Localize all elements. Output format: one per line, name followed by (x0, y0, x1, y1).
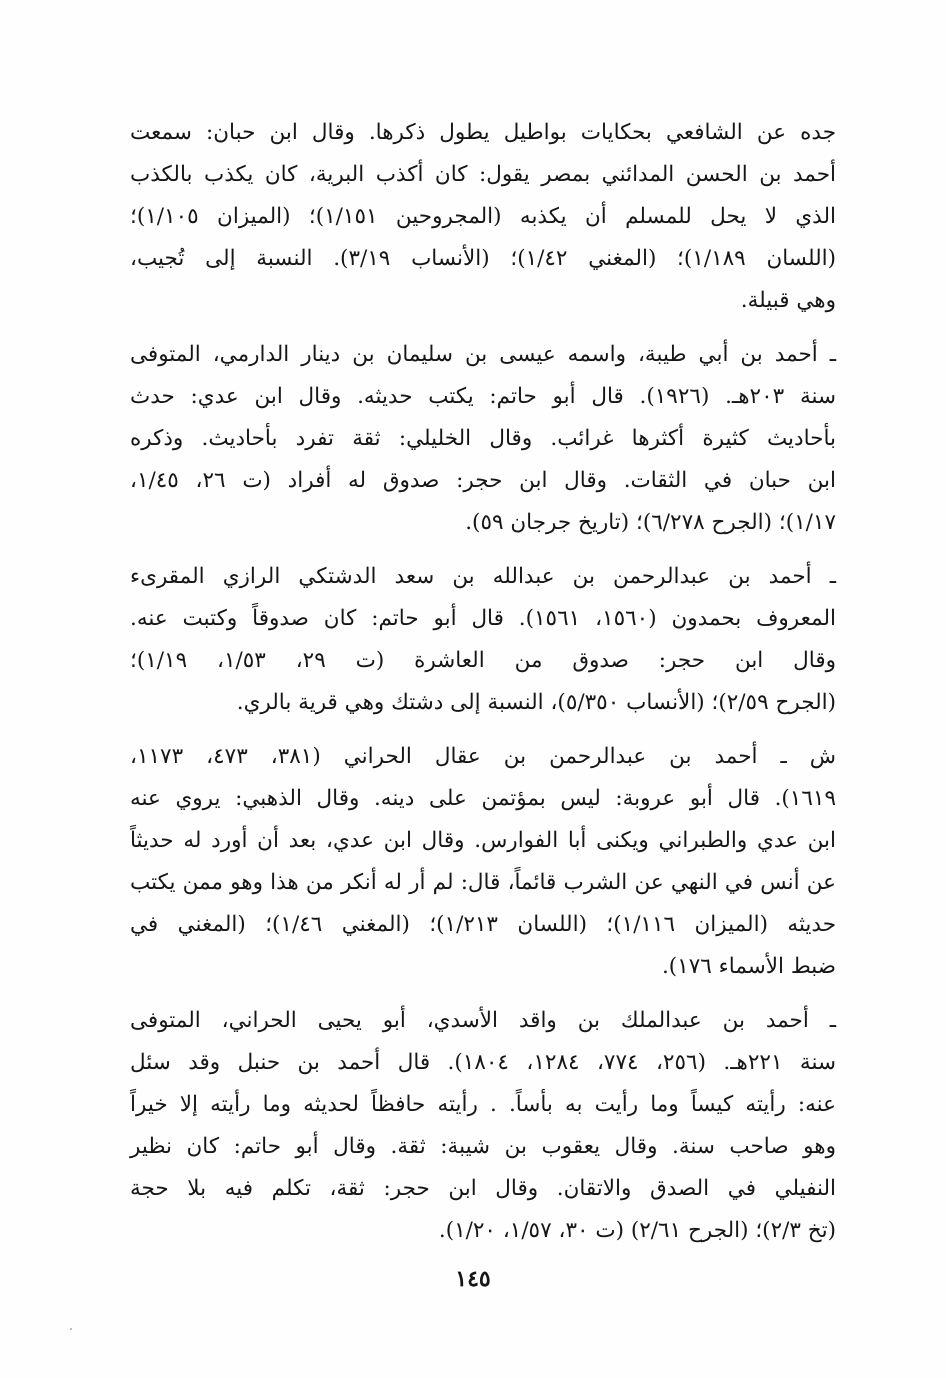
text-line: سنة ٢٠٣هـ. (١٩٢٦). قال أبو حاتم: يكتب حديثه. وقال ابن عدي: حدث (130, 384, 836, 409)
text-line: النفيلي في الصدق والاتقان. وقال ابن حجر: ثقة، تكلم فيه بلا حجة (130, 1176, 836, 1201)
text-line: عنه: رأيته كيساً وما رأيت به بأساً. . رأيته حافظاً لحديثه وما رأيته إلا خيراً (130, 1092, 836, 1117)
text-line: (اللسان ١/١٨٩)؛ (المغني ١/٤٢)؛ (الأنساب ٣/١٩). النسبة إلى تُجيب، (130, 246, 836, 271)
text-line: ش ـ أحمد بن عبدالرحمن بن عقال الحراني (٣٨١، ٤٧٣، ١١٧٣، (130, 744, 836, 769)
text-line: وقال ابن حجر: صدوق من العاشرة (ت ٢٩، ١/٥٣، ١/١٩)؛ (130, 648, 836, 673)
paragraph (130, 556, 836, 724)
page-body-text (130, 112, 836, 1264)
page-number: ١٤٥ (455, 1266, 491, 1292)
text-line: ابن حبان في الثقات. وقال ابن حجر: صدوق له أفراد (ت ٢٦، ١/٤٥، (130, 468, 836, 493)
text-line: أحمد بن الحسن المدائني بمصر يقول: كان أكذب البرية، كان يكذب بالكذب (130, 162, 836, 187)
text-line: المعروف بحمدون (١٥٦٠، ١٥٦١). قال أبو حاتم: كان صدوقاً وكتبت عنه. (130, 606, 836, 631)
text-line: (الجرح ٢/٥٩)؛ (الأنساب ٥/٣٥٠)، النسبة إلى دشتك وهي قرية بالري. (236, 690, 836, 715)
text-line: وهو صاحب سنة. وقال يعقوب بن شيبة: ثقة. وقال أبو حاتم: كان نظير (130, 1134, 836, 1159)
page-speck (70, 1328, 72, 1330)
paragraph (130, 736, 836, 988)
paragraph (130, 1000, 836, 1252)
text-line: ضبط الأسماء ١٧٦). (661, 954, 836, 979)
paragraph (130, 334, 836, 544)
text-line: بأحاديث كثيرة أكثرها غرائب. وقال الخليلي: ثقة تفرد بأحاديث. وذكره (130, 426, 836, 451)
text-line: ـ أحمد بن أبي طيبة، واسمه عيسى بن سليمان بن دينار الدارمي، المتوفى (130, 342, 836, 367)
text-line: ١/١٧)؛ (الجرح ٦/٢٧٨)؛ (تاريخ جرجان ٥٩). (465, 510, 836, 535)
text-line: (تخ ٢/٣)؛ (الجرح ٢/٦١) (ت ٣٠، ١/٥٧، ١/٢٠). (438, 1218, 836, 1243)
text-line: حديثه (الميزان ١/١١٦)؛ (اللسان ١/٢١٣)؛ (المغني ١/٤٦)؛ (المغني في (130, 912, 836, 937)
text-line: ـ أحمد بن عبدالرحمن بن عبدالله بن سعد الدشتكي الرازي المقرىء (130, 564, 836, 589)
text-line: الذي لا يحل للمسلم أن يكذبه (المجروحين ١/١٥١)؛ (الميزان ١/١٠٥)؛ (130, 204, 836, 229)
text-line: ١٦١٩). قال أبو عروبة: ليس بمؤتمن على دينه. وقال الذهبي: يروي عنه (130, 786, 836, 811)
text-line: عن أنس في النهي عن الشرب قائماً، قال: لم أر له أنكر من هذا وهو ممن يكتب (130, 870, 836, 895)
text-line: جده عن الشافعي بحكايات بواطيل يطول ذكرها. وقال ابن حبان: سمعت (130, 120, 836, 145)
text-line: ـ أحمد بن عبدالملك بن واقد الأسدي، أبو يحيى الحراني، المتوفى (130, 1008, 836, 1033)
text-line: ابن عدي والطبراني ويكنى أبا الفوارس. وقال ابن عدي، بعد أن أورد له حديثاً (130, 828, 836, 853)
text-line: وهي قبيلة. (740, 288, 836, 313)
text-line: سنة ٢٢١هـ. (٢٥٦، ٧٧٤، ١٢٨٤، ١٨٠٤). قال أحمد بن حنبل وقد سئل (130, 1050, 836, 1075)
paragraph (130, 112, 836, 322)
